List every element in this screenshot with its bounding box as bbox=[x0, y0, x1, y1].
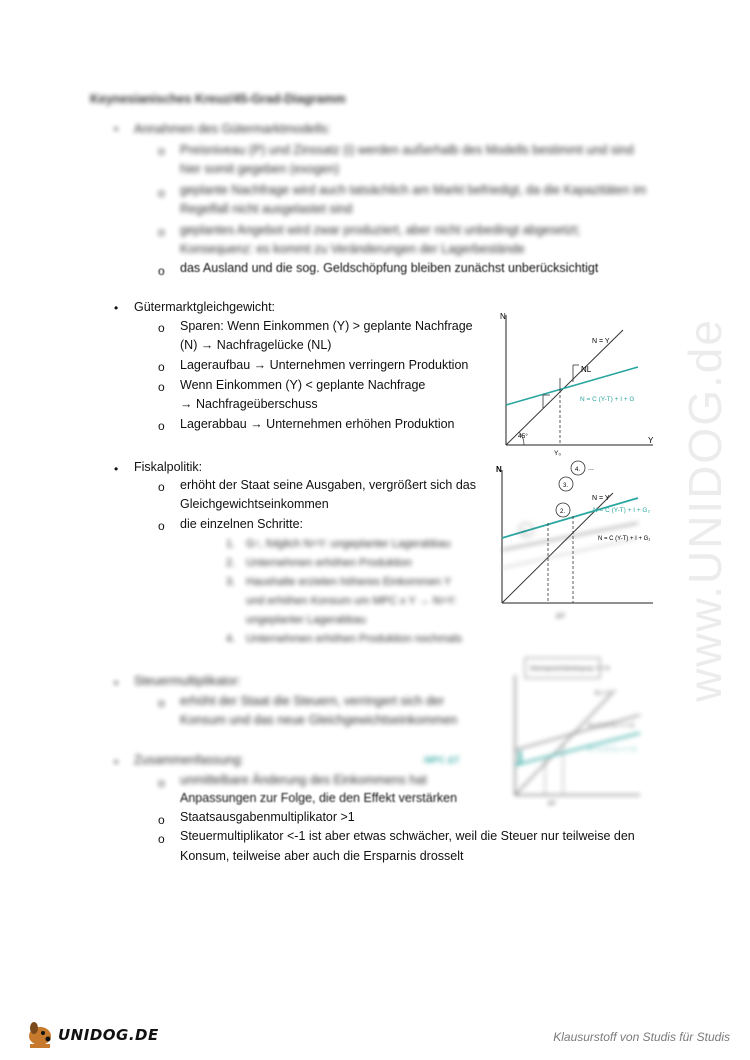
circle-bullet-icon: o bbox=[158, 776, 165, 790]
bullet-icon: • bbox=[114, 122, 119, 136]
section4-item: erhöht der Staat die Steuern, verringert sich der bbox=[180, 694, 445, 708]
section5-item: unmittelbare Änderung des Einkommens hat bbox=[180, 773, 427, 787]
tax-multiplier-diagram bbox=[420, 655, 648, 810]
condition-box-label: Gleichgewichtsbedingung: Y = N bbox=[530, 666, 610, 672]
step-number: 3. bbox=[226, 576, 236, 588]
step-marker: 1. bbox=[523, 529, 529, 535]
section2-item: → Nachfrageüberschuss bbox=[180, 397, 318, 411]
line-old-label: N = C (Y-T) + I + G bbox=[588, 723, 635, 729]
section4-item: Konsum und das neue Gleichgewichtseinkommen bbox=[180, 713, 458, 727]
circle-bullet-icon: o bbox=[158, 321, 165, 335]
y-axis-label: N bbox=[496, 465, 502, 474]
section2-item: Sparen: Wenn Einkommen (Y) > geplante Nachfrage bbox=[180, 319, 473, 333]
line-45-label: N = Y bbox=[592, 495, 610, 502]
footer-tagline: Klausurstoff von Studis für Studis bbox=[553, 1030, 730, 1044]
section1-item: geplantes Angebot wird zwar produziert, aber nicht unbedingt abgesetzt; bbox=[180, 223, 581, 237]
section2-item: (N) → Nachfragelücke (NL) bbox=[180, 338, 332, 352]
step-marker: 4. bbox=[575, 467, 581, 473]
step-text: und erhöhen Konsum um MPC x Y → N>Y: bbox=[246, 595, 457, 607]
line-45-label: N = Y bbox=[592, 338, 610, 345]
section5-item: Steuermultiplikator <-1 ist aber etwas schwächer, weil die Steuer nur teilweise den bbox=[180, 829, 635, 843]
circle-bullet-icon: o bbox=[158, 519, 165, 533]
section1-item: hier somit gegeben (exogen) bbox=[180, 162, 340, 176]
demand-line-label: N = C (Y-T) + I + G bbox=[580, 396, 635, 403]
circle-bullet-icon: o bbox=[158, 380, 165, 394]
line-45-label: N = Y bbox=[595, 691, 611, 697]
section3-heading: Fiskalpolitik: bbox=[134, 460, 203, 474]
step-text: Haushalte erzielen höheres Einkommen Y bbox=[246, 576, 452, 588]
section2-item: Wenn Einkommen (Y) < geplante Nachfrage bbox=[180, 378, 426, 392]
section3-item: die einzelnen Schritte: bbox=[180, 517, 303, 531]
section1-item: das Ausland und die sog. Geldschöpfung bleiben zunächst unberücksichtigt bbox=[180, 261, 599, 275]
page-title: Keynesianisches Kreuz/45-Grad-Diagramm bbox=[90, 92, 346, 106]
step-more: ... bbox=[588, 465, 594, 472]
section4-heading: Steuermultiplikator: bbox=[134, 674, 241, 688]
section3-item: erhöht der Staat seine Ausgaben, vergrößert sich das bbox=[180, 478, 477, 492]
section2-heading: Gütermarktgleichgewicht: bbox=[134, 300, 276, 314]
circle-bullet-icon: o bbox=[158, 186, 165, 200]
step-text: Unternehmen erhöhen Produktion nochmals bbox=[246, 633, 462, 645]
logo-text[interactable]: UNIDOG.DE bbox=[58, 1026, 159, 1044]
section1-item: Preisniveau (P) und Zinssatz (i) werden außerhalb des Modells bestimmt und sind bbox=[180, 143, 634, 157]
bullet-icon: • bbox=[114, 301, 119, 315]
step-number: 4. bbox=[226, 633, 236, 645]
mpc-label: -MPC ΔT bbox=[422, 755, 460, 765]
section3-item: Gleichgewichtseinkommen bbox=[180, 497, 329, 511]
step-number: 1. bbox=[226, 538, 236, 550]
fiscal-policy-diagram bbox=[488, 458, 658, 638]
circle-bullet-icon: o bbox=[158, 696, 165, 710]
section5-item: Staatsausgabenmultiplikator >1 bbox=[180, 810, 355, 824]
line-new-label: N = C (Y-T₂) + I + G bbox=[588, 747, 637, 753]
circle-bullet-icon: o bbox=[158, 419, 165, 433]
gap-label: NL bbox=[581, 365, 592, 374]
section1-item: Konsequenz: es kommt zu Veränderungen der Lagerbestände bbox=[180, 242, 525, 256]
x-axis-label: Y bbox=[648, 436, 654, 445]
step-text: Unternehmen erhöhen Produktion bbox=[246, 557, 412, 569]
step-text: ungeplanter Lagerabbau bbox=[246, 614, 366, 626]
equilibrium-diagram bbox=[488, 305, 663, 460]
watermark-text: www.UNIDOG.de bbox=[679, 318, 732, 702]
step-number: 2. bbox=[226, 557, 236, 569]
step-text: G↑, folglich N>Y: ungeplanter Lagerabbau bbox=[246, 538, 451, 550]
circle-bullet-icon: o bbox=[158, 264, 165, 278]
demand-new-label: N = C (Y-T) + I + G₂ bbox=[593, 507, 651, 514]
circle-bullet-icon: o bbox=[158, 832, 165, 846]
section1-heading: Annahmen des Gütermarktmodells: bbox=[134, 122, 331, 136]
section2-item: Lageraufbau → Unternehmen verringern Produktion bbox=[180, 358, 469, 372]
equilibrium-label: Y₀ bbox=[554, 450, 562, 457]
circle-bullet-icon: o bbox=[158, 360, 165, 374]
section2-item: Lagerabbau → Unternehmen erhöhen Produktion bbox=[180, 417, 455, 431]
delta-y-label: ΔY bbox=[556, 613, 566, 620]
bullet-icon: • bbox=[114, 676, 119, 690]
step-marker: 2. bbox=[560, 509, 566, 515]
bullet-icon: • bbox=[114, 462, 119, 476]
demand-old-label: N = C (Y-T) + I + G₁ bbox=[598, 536, 651, 542]
circle-bullet-icon: o bbox=[158, 813, 165, 827]
section1-item: geplante Nachfrage wird auch tatsächlich am Markt befriedigt, da die Kapazitäten im bbox=[180, 183, 647, 197]
section5-heading: Zusammenfassung: bbox=[134, 753, 244, 767]
circle-bullet-icon: o bbox=[158, 144, 165, 158]
y-axis-label: N bbox=[500, 312, 506, 321]
circle-bullet-icon: o bbox=[158, 225, 165, 239]
angle-label: 45° bbox=[518, 433, 528, 440]
bullet-icon: • bbox=[114, 755, 119, 769]
delta-y-label: ΔY bbox=[548, 801, 557, 807]
section1-item: Regelfall nicht ausgelastet sind bbox=[180, 202, 353, 216]
step-marker: 3. bbox=[563, 483, 569, 489]
section5-item: Konsum, teilweise aber auch die Ersparnis drosselt bbox=[180, 849, 464, 863]
section5-item: Anpassungen zur Folge, die den Effekt verstärken bbox=[180, 791, 458, 805]
circle-bullet-icon: o bbox=[158, 480, 165, 494]
